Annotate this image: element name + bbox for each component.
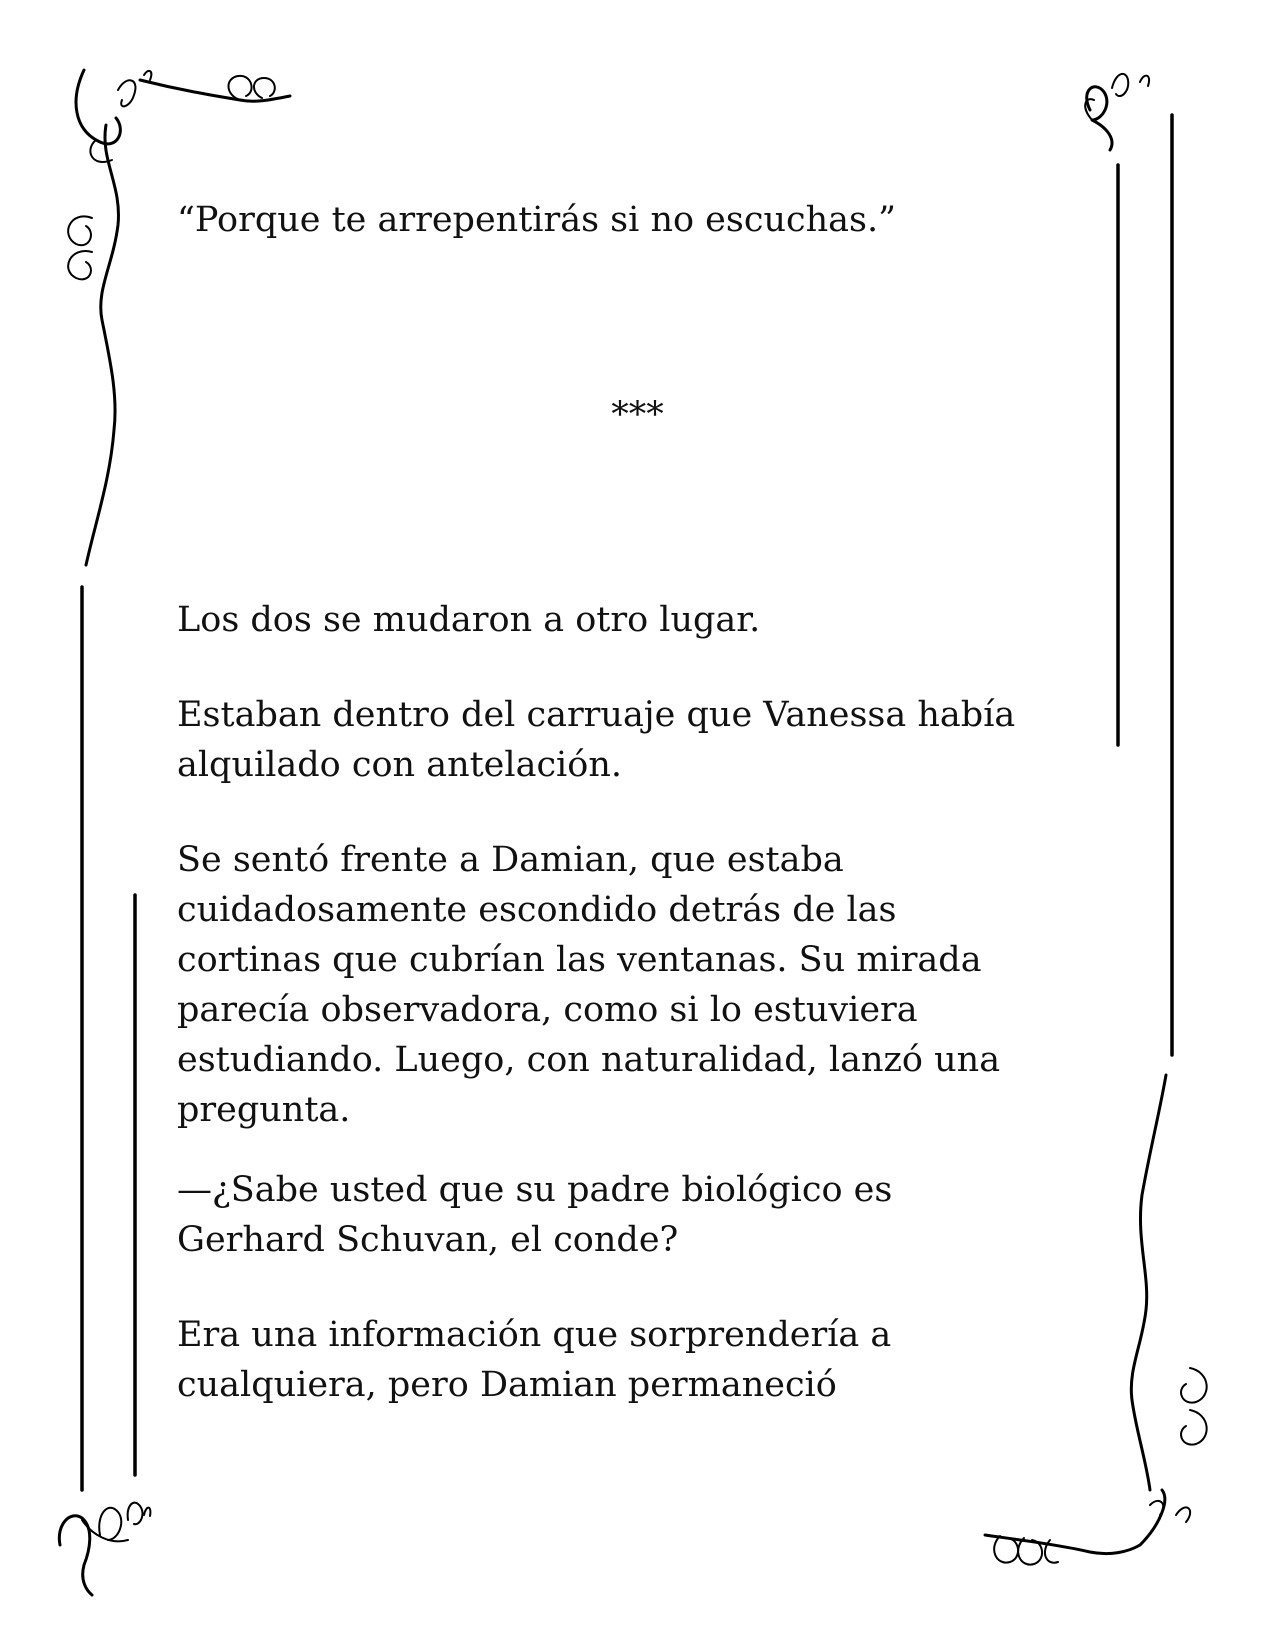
paragraph-2: Estaban dentro del carruaje que Vanessa había alquilado con antelación. bbox=[177, 695, 1016, 785]
scene-separator: *** bbox=[611, 395, 664, 435]
opening-quote: “Porque te arrepentirás si no escuchas.” bbox=[177, 200, 896, 240]
flourish-corner-top-right-icon bbox=[1085, 74, 1172, 1055]
flourish-corner-top-left-icon bbox=[68, 70, 290, 565]
paragraph-1: Los dos se mudaron a otro lugar. bbox=[177, 600, 761, 640]
paragraph-5: Era una información que sorprendería a cualquiera, pero Damian permaneció bbox=[177, 1315, 892, 1405]
paragraph-3: Se sentó frente a Damian, que estaba cuidadosamente escondido detrás de las cortinas que cubrían las ventanas. Su mirada parecía observadora, como si lo estuviera estudiando. Luego, con naturalidad, lanzó una pregunta. bbox=[177, 840, 1001, 1130]
paragraph-4: —¿Sabe usted que su padre biológico es Gerhard Schuvan, el conde? bbox=[177, 1170, 893, 1260]
flourish-corner-bottom-left-icon bbox=[59, 587, 150, 1595]
